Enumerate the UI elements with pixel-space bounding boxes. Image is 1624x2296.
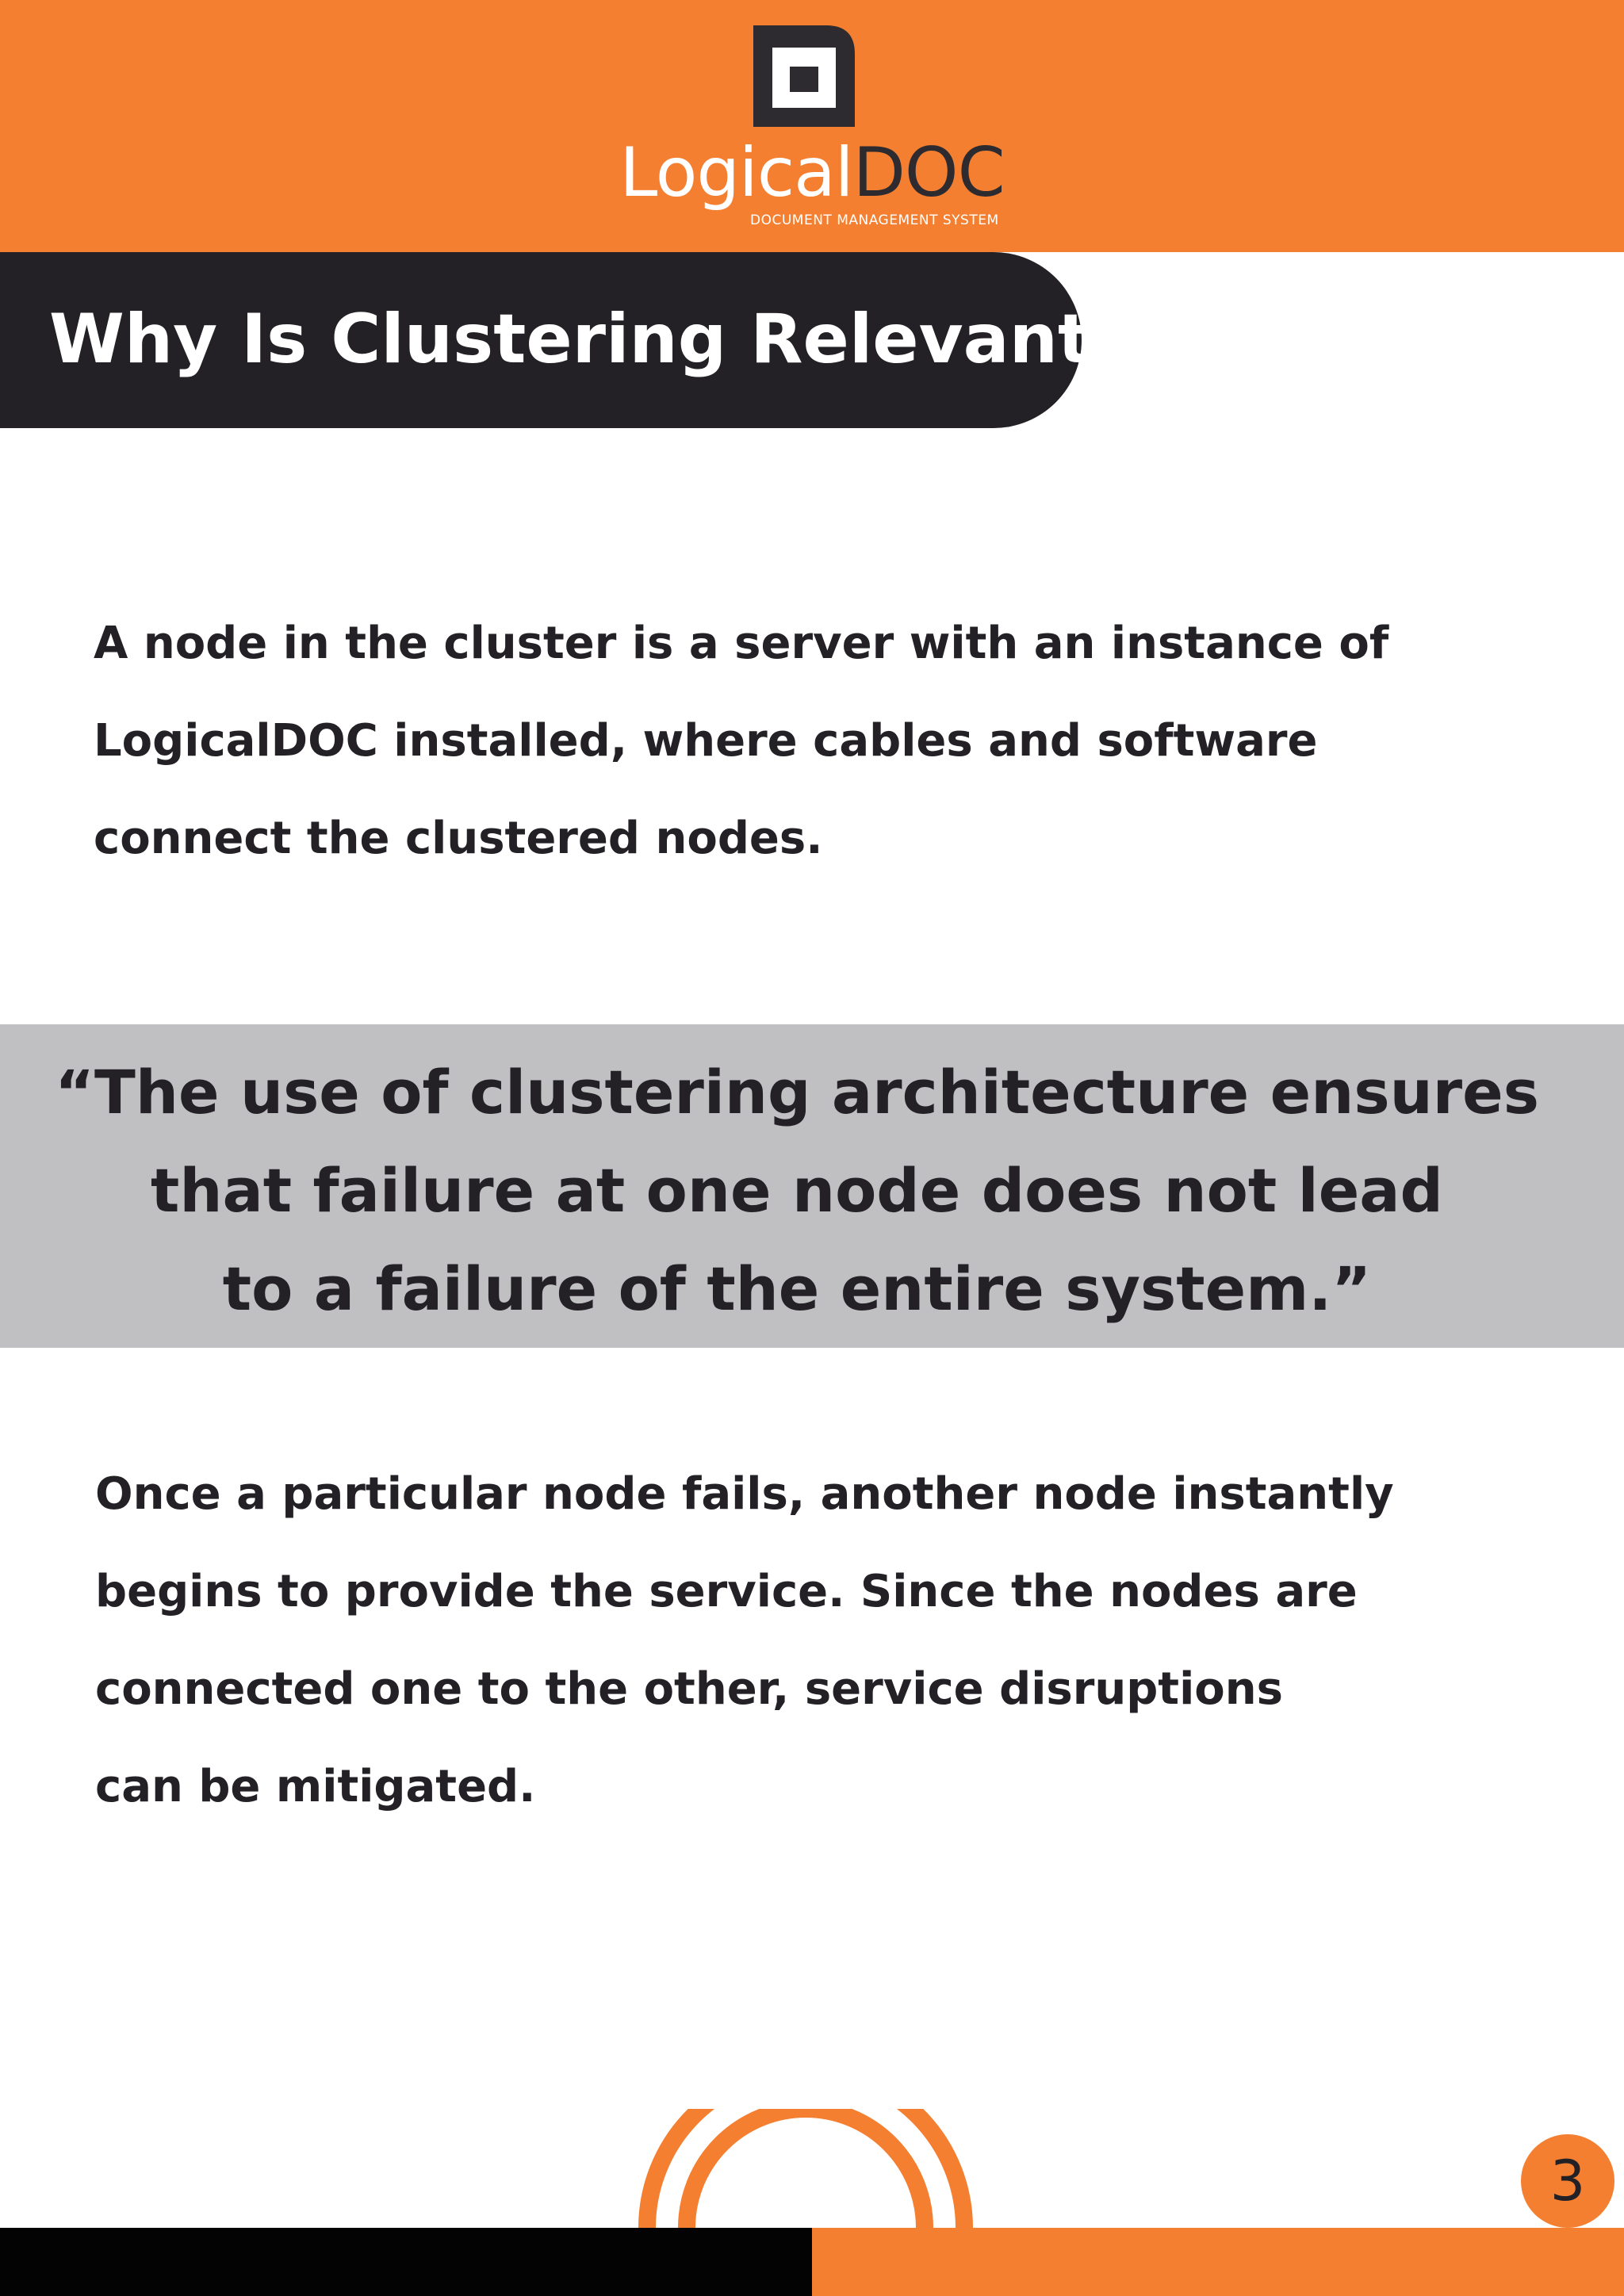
decorative-arcs-icon xyxy=(631,2109,980,2228)
quote-line: to a failure of the entire system.” xyxy=(222,1253,1372,1324)
body-paragraph xyxy=(95,1445,1394,1835)
intro-line: LogicalDOC installed, where cables and software xyxy=(94,715,1318,767)
body-line: Once a particular node fails, another node instantly xyxy=(95,1468,1394,1520)
pull-quote xyxy=(0,1043,1594,1338)
body-line: can be mitigated. xyxy=(95,1761,536,1812)
intro-line: A node in the cluster is a server with an instance of xyxy=(94,618,1389,669)
logo-wordmark xyxy=(0,133,1624,212)
intro-paragraph xyxy=(94,595,1388,887)
logicaldoc-logo-icon xyxy=(753,25,855,127)
footer-bar-right xyxy=(812,2228,1624,2296)
page-number-badge: 3 xyxy=(1521,2134,1614,2228)
intro-line: connect the clustered nodes. xyxy=(94,813,823,864)
footer-bar-left xyxy=(0,2228,812,2296)
quote-line: that failure at one node does not lead xyxy=(151,1155,1443,1226)
body-line: begins to provide the service. Since the nodes are xyxy=(95,1566,1358,1617)
page-title: Why Is Clustering Relevant ? xyxy=(49,300,1154,379)
body-line: connected one to the other, service disruptions xyxy=(95,1663,1283,1715)
logo-word-logical: Logical xyxy=(619,133,853,212)
logo-word-doc: DOC xyxy=(852,133,1005,212)
logo-tagline: DOCUMENT MANAGEMENT SYSTEM xyxy=(750,212,999,228)
quote-line: “The use of clustering architecture ensures xyxy=(55,1057,1539,1127)
